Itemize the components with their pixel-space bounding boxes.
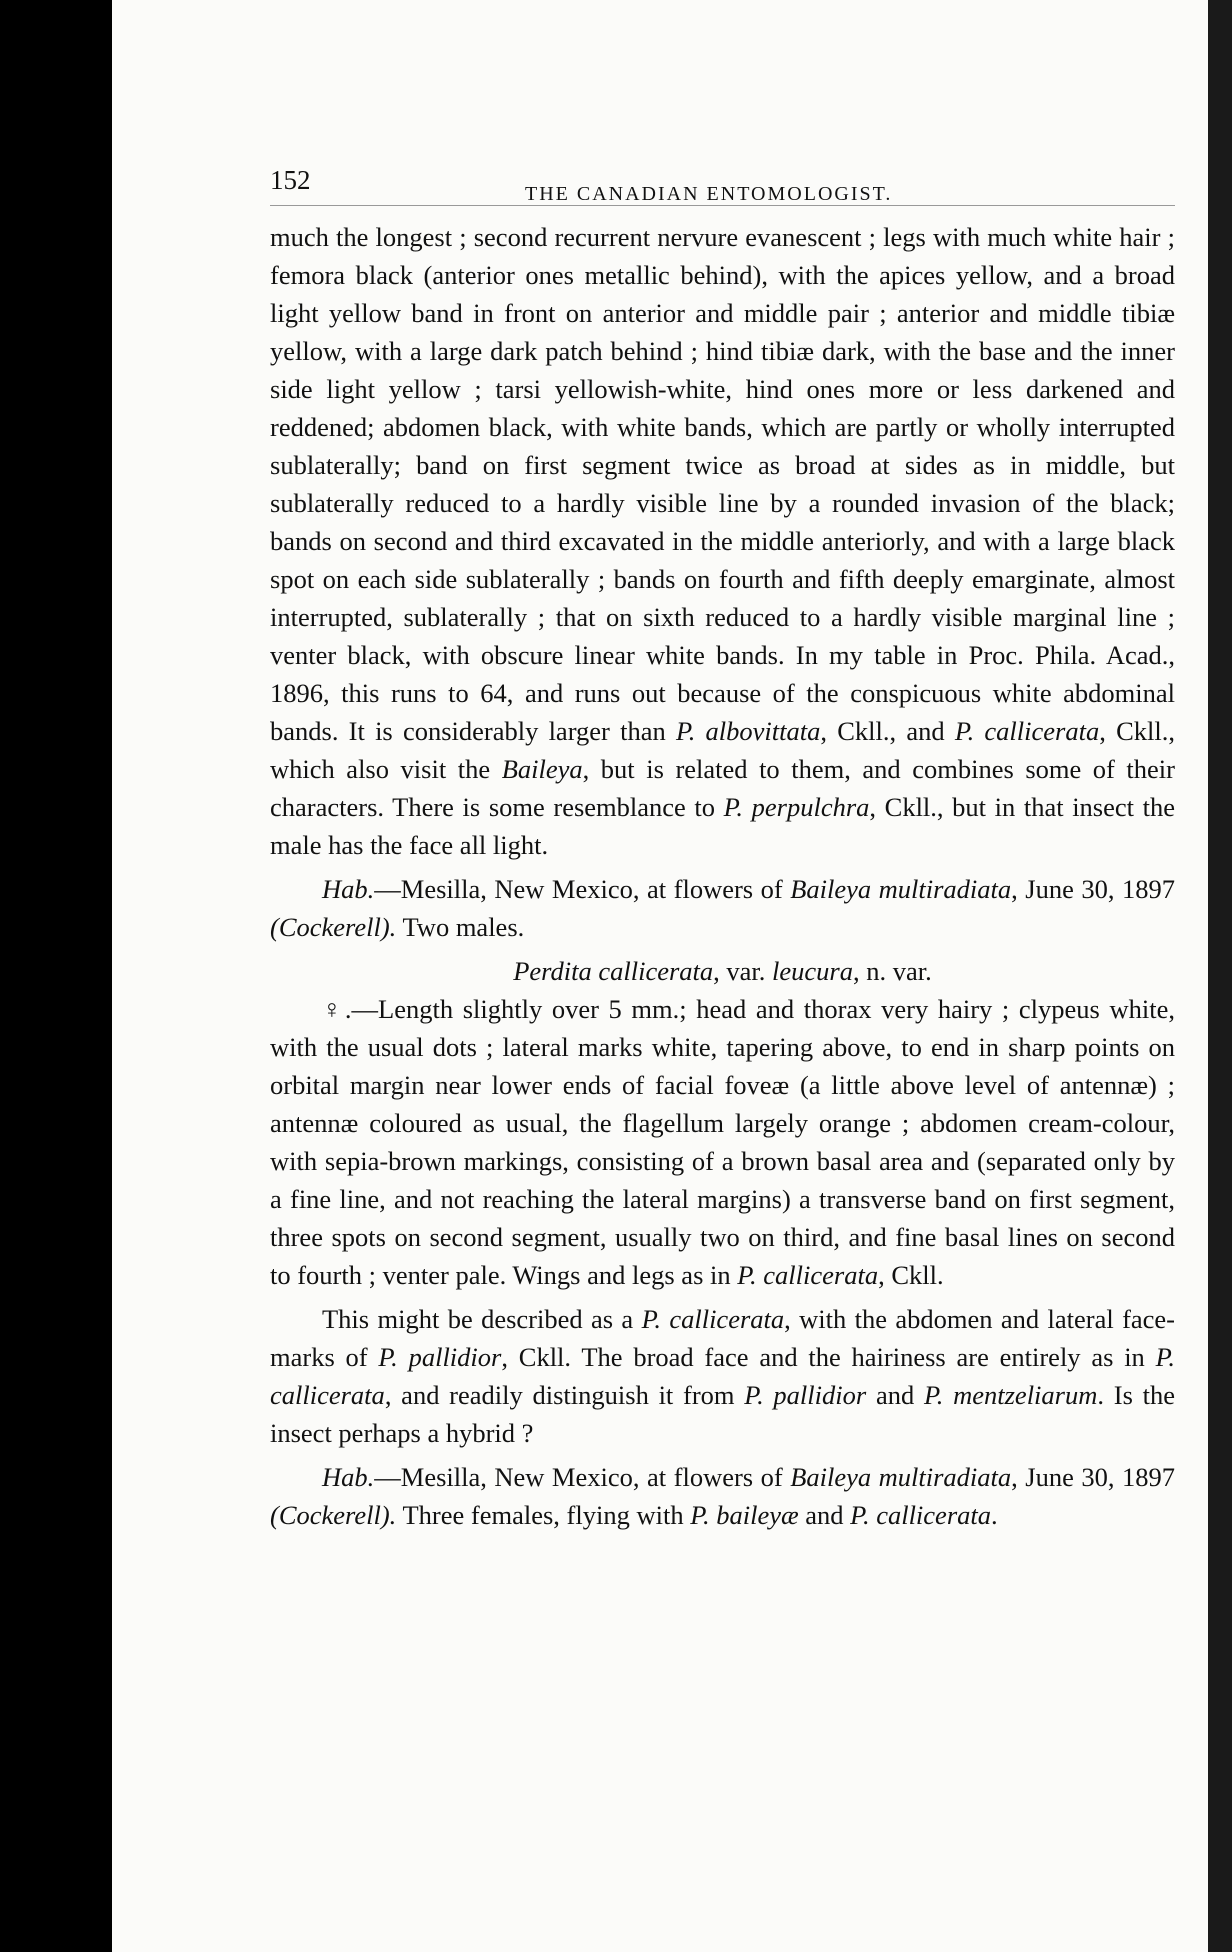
page-content [270, 165, 1175, 1534]
page-number: 152 [270, 165, 311, 195]
paragraph-description-male: much the longest ; second recurrent nervure evanescent ; legs with much white hair ; femora black (anterior ones metallic behind), with the apices yellow, and a broad light yellow band in front on anterior and middle pair ; anterior and middle tibiæ yellow, with a large dark patch behind ; hind tibiæ dark, with the base and the inner side light yellow ; tarsi yellowish-white, hind ones more or less darkened and reddened; abdomen black, with white bands, which are partly or wholly interrupted sublaterally; band on first segment twice as broad at sides as in middle, but sublaterally reduced to a hardly visible line by a rounded invasion of the black; bands on second and third excavated in the middle anteriorly, and with a large black spot on each side sublaterally ; bands on fourth and fifth deeply emarginate, almost interrupted, sublaterally ; that on sixth reduced to a hardly visible marginal line ; venter black, with obscure linear white bands. In my table in Proc. Phila. Acad., 1896, this runs to 64, and runs out because of the conspicuous white abdominal bands. It is considerably larger than P. albovittata, Ckll., and P. callicerata, Ckll., which also visit the Baileya, but is related to them, and combines some of their characters. There is some resemblance to P. perpulchra, Ckll., but in that insect the male has the face all light. [270, 222, 1175, 860]
book-gutter [1208, 0, 1232, 1952]
paragraph-remarks: This might be described as a P. callicerata, with the abdomen and lateral face-marks of P. pallidior, Ckll. The broad face and the hairiness are entirely as in P. callicerata, and readily distinguish it from P. pallidior and P. mentzeliarum. Is the insect perhaps a hybrid ? [270, 1304, 1175, 1448]
species-heading: Perdita callicerata, var. leucura, n. var. [513, 956, 932, 986]
habitat-paragraph-1: Hab.—Mesilla, New Mexico, at flowers of Baileya multiradiata, June 30, 1897 (Cockerell). Two males. [270, 874, 1176, 942]
page-header [270, 165, 1175, 206]
paragraph-description-female: ♀.—Length slightly over 5 mm.; head and thorax very hairy ; clypeus white, with the usual dots ; lateral marks white, tapering above, to end in sharp points on orbital margin near lower ends of facial foveæ (a little above level of antennæ) ; antennæ coloured as usual, the flagellum largely orange ; abdomen cream-colour, with sepia-brown markings, consisting of a brown basal area and (separated only by a fine line, and not reaching the lateral margins) a transverse band on first segment, three spots on second segment, usually two on third, and fine basal lines on second to fourth ; venter pale. Wings and legs as in P. callicerata, Ckll. [270, 994, 1175, 1290]
habitat-paragraph-2: Hab.—Mesilla, New Mexico, at flowers of Baileya multiradiata, June 30, 1897 (Cockerell). Three females, flying with P. baileyæ and P. callicerata. [270, 1462, 1176, 1530]
running-title: THE CANADIAN ENTOMOLOGIST. [525, 183, 893, 205]
